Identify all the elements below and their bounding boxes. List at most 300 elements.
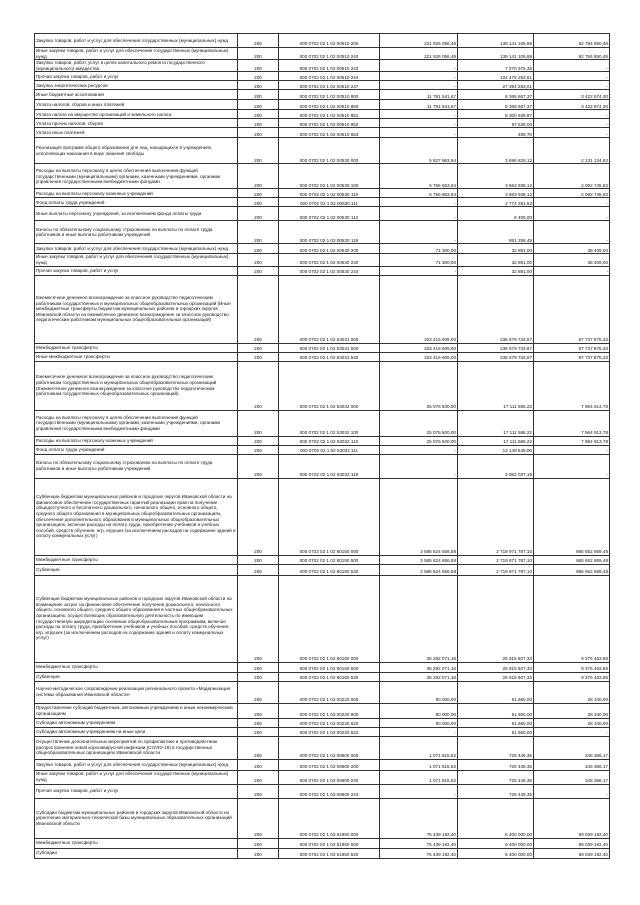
row-kbk-cell: 000 0702 02 1 03 08600 244 [279,784,380,798]
row-name-cell: Уплата налогов, сборов и иных платежей [35,100,238,110]
row-executed-cell: 32 891,00 [458,254,534,266]
row-code-cell: 200 [238,48,279,60]
row-executed-cell: 25 915 607,33 [458,575,534,662]
row-code-cell: 200 [238,703,279,718]
row-kbk-cell: 000 0702 02 1 02 53032 111 [279,445,380,454]
row-executed-cell: 499,70 [458,128,534,138]
row-executed-cell: 17 111 586,22 [458,361,534,410]
row-executed-cell: 51 660,00 [458,727,534,736]
table-row [35,352,610,361]
row-unexecuted-cell: - [534,784,610,798]
row-unexecuted-cell: - [534,445,610,454]
row-name-cell: Субвенции бюджетам муниципальных районов и городских округов Ивановской области на финансовое обеспечение государственных гарантий реализации прав на получение общедоступного и бесплатного дошкольного, начального общего, основного общего, среднего общего образования в муниципальных общеобразовательных организациях, обеспечение дополнительного образования в муниципальных общеобразовательных организациях, включая расходы на оплату труда, приобретение учебников и учебных пособий, средств обучения, игр, игрушек (за исключением расходов на содержание зданий и оплату коммунальных услуг) [35,478,238,555]
row-unexecuted-cell: 7 964 913,78 [534,361,610,410]
row-kbk-cell: 000 0702 02 1 02 00530 100 [279,164,380,189]
row-unexecuted-cell: 865 652 869,48 [534,564,610,575]
table-row [35,727,610,736]
row-approved-cell: 75 439 192,40 [380,798,458,838]
row-approved-cell: 1 071 815,52 [380,770,458,784]
row-unexecuted-cell: 7 964 913,78 [534,436,610,445]
row-executed-cell: 725 449,35 [458,736,534,759]
row-executed-cell: 235 679 733,67 [458,275,534,343]
row-approved-cell: 3 585 624 656,58 [380,564,458,575]
row-approved-cell: 5 756 663,94 [380,164,458,189]
table-row [35,770,610,784]
row-approved-cell: - [380,60,458,72]
row-approved-cell: 323 416 609,00 [380,275,458,343]
table-row [35,454,610,478]
row-unexecuted-cell: 87 737 875,33 [534,343,610,352]
table-row [35,138,610,164]
row-code-cell: 200 [238,770,279,784]
row-approved-cell: - [380,266,458,275]
row-name-cell: Субсидии бюджетам муниципальных районов и городских округов Ивановской области на укрепление материально-технической базы муниципальных образовательных организаций Ивановской области [35,798,238,838]
table-row [35,119,610,128]
row-name-cell: Межбюджетные трансферты [35,555,238,564]
row-code-cell: 200 [238,454,279,478]
row-code-cell: 200 [238,207,279,221]
row-name-cell: Научно-методическое сопровождение реализации регионального проекта «Модернизация системы образования Ивановской области» [35,681,238,703]
row-unexecuted-cell: 28 340,00 [534,703,610,718]
budget-execution-table [34,33,610,859]
table-row [35,100,610,110]
row-code-cell: 200 [238,798,279,838]
row-code-cell: 200 [238,436,279,445]
row-code-cell: 200 [238,100,279,110]
row-executed-cell: 8 300 639,87 [458,110,534,119]
row-kbk-cell: 000 0702 02 1 03 00220 622 [279,727,380,736]
row-kbk-cell: 000 0702 02 1 02 00530 200 [279,244,380,254]
row-name-cell: Закупка энергетических ресурсов [35,81,238,90]
row-name-cell: Ежемесячное денежное вознаграждение за классное руководство педагогическим работникам государственных и муниципальных общеобразовательных организаций (Ежемесячное денежное вознаграждение за классное руководство педагогическим работникам государственных общеобразовательных организаций) [35,361,238,410]
row-name-cell: Расходы на выплаты персоналу в целях обеспечения выполнения функций государственными (муниципальными) органами, казенными учреждениями, органами управления государственными внебюджетными фондами [35,164,238,189]
table-row [35,478,610,555]
row-code-cell: 200 [238,848,279,858]
row-kbk-cell: 000 0702 02 1 02 80160 530 [279,672,380,681]
row-executed-cell: 32 891,00 [458,266,534,275]
row-approved-cell: - [380,221,458,244]
row-name-cell: Прочая закупка товаров, работ и услуг [35,72,238,81]
row-code-cell: 200 [238,189,279,198]
row-approved-cell: - [380,198,458,207]
table-row [35,275,610,343]
table-row [35,266,610,275]
row-name-cell: Иные закупки товаров, работ и услуг для обеспечения государственных (муниципальных) нужд [35,48,238,60]
row-kbk-cell: 000 0702 02 1 03 81950 520 [279,848,380,858]
row-kbk-cell: 000 0702 02 1 02 00510 850 [279,100,380,110]
row-executed-cell: 8 368 667,37 [458,100,534,110]
row-approved-cell: - [380,81,458,90]
row-unexecuted-cell: 9 376 463,85 [534,672,610,681]
row-name-cell: Уплата прочих налогов, сборов [35,119,238,128]
row-executed-cell: 3 663 938,12 [458,164,534,189]
row-unexecuted-cell: 69 039 192,40 [534,798,610,838]
row-name-cell: Иные межбюджетные трансферты [35,352,238,361]
row-name-cell: Субвенции бюджетам муниципальных районов и городских округов Ивановской области на возмещение затрат на финансовое обеспечение получения дошкольного, начального общего, основного общего, среднего общего образования в частных общеобразовательных организациях, осуществляющих образовательную деятельность по имеющим государственную аккредитацию основным общеобразовательным программам, включая расходы на оплату труда, приобретение учебников и учебных пособий, средств обучения, игр, игрушек (за исключением расходов на содержание зданий и оплату коммунальных услуг) [35,575,238,662]
row-code-cell: 200 [238,662,279,672]
row-name-cell: Расходы на выплаты персоналу казенных учреждений [35,189,238,198]
row-executed-cell: 139 141 105,98 [458,48,534,60]
row-approved-cell: 221 926 056,46 [380,34,458,48]
row-approved-cell: 1 071 815,52 [380,759,458,770]
table-row [35,34,610,48]
table-row [35,564,610,575]
row-name-cell: Закупка товаров, работ и услуг для обеспечения государственных (муниципальных) нужд [35,244,238,254]
row-code-cell: 200 [238,759,279,770]
row-kbk-cell: 000 0702 02 1 02 53032 119 [279,454,380,478]
row-kbk-cell: 000 0702 02 1 02 80160 500 [279,662,380,672]
row-executed-cell: 8 400,00 [458,207,534,221]
row-unexecuted-cell: 38 409,00 [534,244,610,254]
row-code-cell: 200 [238,838,279,848]
row-code-cell: 200 [238,445,279,454]
row-kbk-cell: 000 0702 02 1 02 53031 500 [279,343,380,352]
row-name-cell: Уплата налога на имущество организаций и земельного налога [35,110,238,119]
row-code-cell: 200 [238,564,279,575]
row-kbk-cell: 000 0702 02 1 03 81950 000 [279,798,380,838]
table-row [35,343,610,352]
row-unexecuted-cell: - [534,81,610,90]
row-executed-cell: 51 660,00 [458,718,534,727]
row-kbk-cell: 000 0702 02 1 02 00510 852 [279,119,380,128]
row-kbk-cell: 000 0702 02 1 02 00510 240 [279,48,380,60]
table-row [35,189,610,198]
row-unexecuted-cell: - [534,454,610,478]
row-approved-cell: 3 585 624 656,58 [380,478,458,555]
row-kbk-cell: 000 0702 02 1 02 80150 500 [279,555,380,564]
row-executed-cell: 7 270 376,36 [458,60,534,72]
table-row [35,784,610,798]
row-code-cell: 200 [238,266,279,275]
row-unexecuted-cell: 28 340,00 [534,681,610,703]
row-name-cell: Закупка товаров, работ и услуг для обеспечения государственных (муниципальных) нужд [35,34,238,48]
table-row [35,198,610,207]
row-code-cell: 200 [238,198,279,207]
row-kbk-cell: 000 0702 02 1 02 53032 100 [279,410,380,436]
row-kbk-cell: 000 0702 02 1 02 53031 000 [279,275,380,343]
row-unexecuted-cell: - [534,60,610,72]
row-unexecuted-cell: - [534,727,610,736]
row-unexecuted-cell: - [534,221,610,244]
row-executed-cell: 104 478 252,61 [458,72,534,81]
row-executed-cell: 725 449,35 [458,784,534,798]
row-kbk-cell: 000 0702 02 1 02 00530 111 [279,198,380,207]
row-name-cell: Иные бюджетные ассигнования [35,90,238,100]
row-name-cell: Фонд оплаты труда учреждений [35,198,238,207]
table-row [35,681,610,703]
table-row [35,672,610,681]
row-approved-cell: 11 791 541,67 [380,100,458,110]
row-code-cell: 200 [238,138,279,164]
row-executed-cell: 6 400 000,00 [458,798,534,838]
row-name-cell: Прочая закупка товаров, работ и услуг [35,784,238,798]
row-approved-cell: 3 585 624 656,58 [380,555,458,564]
row-executed-cell: 725 449,35 [458,759,534,770]
table-row [35,254,610,266]
table-row [35,410,610,436]
row-code-cell: 200 [238,110,279,119]
row-code-cell: 200 [238,244,279,254]
row-name-cell: Иные закупки товаров, работ и услуг для обеспечения государственных (муниципальных) нужд [35,254,238,266]
table-row [35,128,610,138]
table-row [35,759,610,770]
row-executed-cell: 139 141 105,98 [458,34,534,48]
row-executed-cell: 235 679 733,67 [458,343,534,352]
row-code-cell: 200 [238,478,279,555]
row-kbk-cell: 000 0702 02 1 02 53032 110 [279,436,380,445]
table-row [35,575,610,662]
row-executed-cell: 17 111 586,22 [458,410,534,436]
row-approved-cell: - [380,110,458,119]
row-approved-cell: 221 926 056,46 [380,48,458,60]
row-name-cell: Взносы по обязательному социальному страхованию на выплаты по оплате труда работников и иные выплаты работникам учреждений [35,221,238,244]
row-kbk-cell: 000 0702 02 1 02 00530 112 [279,207,380,221]
row-approved-cell: - [380,207,458,221]
row-executed-cell: 2 774 281,63 [458,198,534,207]
row-kbk-cell: 000 0702 02 1 02 00530 000 [279,138,380,164]
row-approved-cell: - [380,445,458,454]
row-name-cell: Уплата иных платежей [35,128,238,138]
row-code-cell: 200 [238,410,279,436]
row-unexecuted-cell: 7 964 913,78 [534,410,610,436]
row-unexecuted-cell: 82 784 950,48 [534,34,610,48]
table-row [35,736,610,759]
table-row [35,72,610,81]
row-unexecuted-cell: - [534,119,610,128]
row-approved-cell: 11 791 541,67 [380,90,458,100]
table-row [35,60,610,72]
row-executed-cell: 3 696 829,12 [458,138,534,164]
row-name-cell: Прочая закупка товаров, работ и услуг [35,266,238,275]
row-unexecuted-cell: 865 652 869,48 [534,555,610,564]
row-kbk-cell: 000 0702 02 1 03 00220 600 [279,703,380,718]
table-row [35,718,610,727]
row-unexecuted-cell: 28 340,00 [534,718,610,727]
row-kbk-cell: 000 0702 02 1 03 08600 000 [279,736,380,759]
table-row [35,221,610,244]
row-approved-cell: 35 292 071,18 [380,672,458,681]
row-name-cell: Иные выплаты персоналу учреждений, за исключением фонда оплаты труда [35,207,238,221]
table-row [35,436,610,445]
row-approved-cell: 25 076 500,00 [380,436,458,445]
row-executed-cell: 13 149 549,06 [458,445,534,454]
table-row [35,555,610,564]
row-kbk-cell: 000 0702 02 1 02 00530 119 [279,221,380,244]
row-name-cell: Ежемесячное денежное вознаграждение за классное руководство педагогическим работникам государственных и муниципальных общеобразовательных организаций (Иные межбюджетные трансферты бюджетам муниципальных районов и городских округов Ивановской области на ежемесячное денежное вознаграждение за классное руководство педагогическим работникам муниципальных общеобразовательных организаций) [35,275,238,343]
row-unexecuted-cell: 3 422 874,30 [534,90,610,100]
row-kbk-cell: 000 0702 02 1 02 00530 244 [279,266,380,275]
row-approved-cell: 323 416 609,00 [380,352,458,361]
row-code-cell: 200 [238,784,279,798]
row-approved-cell: - [380,128,458,138]
row-executed-cell: 2 719 971 787,10 [458,478,534,555]
row-kbk-cell: 000 0702 02 1 02 00510 800 [279,90,380,100]
row-unexecuted-cell: - [534,207,610,221]
row-unexecuted-cell: 2 092 745,82 [534,164,610,189]
table-row [35,838,610,848]
row-unexecuted-cell: 38 409,00 [534,254,610,266]
row-name-cell: Расходы на выплаты персоналу казенных учреждений [35,436,238,445]
row-kbk-cell: 000 0702 02 1 02 80150 000 [279,478,380,555]
row-kbk-cell: 000 0702 02 1 02 00530 240 [279,254,380,266]
row-name-cell: Иные закупки товаров, работ и услуг для обеспечения государственных (муниципальных) нужд [35,770,238,784]
row-kbk-cell: 000 0702 02 1 02 53031 540 [279,352,380,361]
row-unexecuted-cell: 2 131 134,82 [534,138,610,164]
table-row [35,244,610,254]
row-approved-cell: 25 076 500,00 [380,410,458,436]
table-row [35,361,610,410]
row-code-cell: 200 [238,221,279,244]
row-unexecuted-cell: 2 092 745,82 [534,189,610,198]
row-kbk-cell: 000 0702 02 1 02 00510 853 [279,128,380,138]
row-kbk-cell: 000 0702 02 1 03 08600 200 [279,759,380,770]
row-unexecuted-cell: - [534,266,610,275]
row-code-cell: 200 [238,361,279,410]
row-approved-cell: 5 827 963,94 [380,138,458,164]
table-row [35,798,610,838]
row-approved-cell: - [380,72,458,81]
row-unexecuted-cell: - [534,128,610,138]
row-unexecuted-cell: 346 366,17 [534,759,610,770]
row-executed-cell: 3 962 037,16 [458,454,534,478]
row-approved-cell: - [380,784,458,798]
table-row [35,445,610,454]
table-row [35,81,610,90]
row-code-cell: 200 [238,718,279,727]
row-executed-cell: 51 660,00 [458,681,534,703]
row-executed-cell: 8 368 667,37 [458,90,534,100]
row-kbk-cell: 000 0702 02 1 02 00510 243 [279,60,380,72]
row-unexecuted-cell: 87 737 875,33 [534,275,610,343]
row-approved-cell: 71 300,00 [380,244,458,254]
row-kbk-cell: 000 0702 02 1 02 00510 200 [279,34,380,48]
row-kbk-cell: 000 0702 02 1 02 80160 000 [279,575,380,662]
row-executed-cell: 2 719 971 787,10 [458,564,534,575]
row-executed-cell: 6 400 000,00 [458,838,534,848]
row-approved-cell: - [380,727,458,736]
row-kbk-cell: 000 0702 02 1 02 00510 247 [279,81,380,90]
row-code-cell: 200 [238,681,279,703]
row-code-cell: 200 [238,352,279,361]
row-unexecuted-cell: 69 039 192,40 [534,848,610,858]
table-row [35,207,610,221]
row-executed-cell: 3 663 938,12 [458,189,534,198]
row-name-cell: Межбюджетные трансферты [35,343,238,352]
table-row [35,703,610,718]
row-code-cell: 200 [238,575,279,662]
row-kbk-cell: 000 0702 02 1 03 00220 620 [279,718,380,727]
row-executed-cell: 6 400 000,00 [458,848,534,858]
row-unexecuted-cell: 865 652 869,48 [534,478,610,555]
row-name-cell: Закупка товаров, работ, услуг в целях капитального ремонта государственного (муниципального) имущества [35,60,238,72]
row-executed-cell: 2 719 971 787,10 [458,555,534,564]
row-approved-cell: 1 071 815,52 [380,736,458,759]
row-name-cell: Закупка товаров, работ и услуг для обеспечения государственных (муниципальных) нужд [35,759,238,770]
row-code-cell: 200 [238,736,279,759]
row-code-cell: 200 [238,672,279,681]
table-row [35,662,610,672]
row-code-cell: 200 [238,555,279,564]
row-unexecuted-cell: - [534,198,610,207]
row-code-cell: 200 [238,128,279,138]
row-name-cell: Фонд оплаты труда учреждений [35,445,238,454]
row-name-cell: Субсидии [35,848,238,858]
row-approved-cell: 25 076 500,00 [380,361,458,410]
row-approved-cell: 35 292 071,18 [380,575,458,662]
row-code-cell: 200 [238,343,279,352]
row-unexecuted-cell: 346 366,17 [534,736,610,759]
row-code-cell: 200 [238,275,279,343]
row-unexecuted-cell: 82 784 950,48 [534,48,610,60]
row-approved-cell: 323 416 609,00 [380,343,458,352]
row-name-cell: Реализация программ общего образования для лиц, находящихся в учреждениях, исполняющих наказания в виде лишения свободы [35,138,238,164]
row-executed-cell: 235 679 733,67 [458,352,534,361]
row-name-cell: Субсидии автономным учреждениям [35,718,238,727]
row-unexecuted-cell: 87 737 875,33 [534,352,610,361]
row-name-cell: Расходы на выплаты персоналу в целях обеспечения выполнения функций государственными (муниципальными) органами, казенными учреждениями, органами управления государственными внебюджетными фондами [35,410,238,436]
row-approved-cell: 5 756 663,94 [380,189,458,198]
row-kbk-cell: 000 0702 02 1 02 00510 244 [279,72,380,81]
row-name-cell: Субсидии автономным учреждениям на иные цели [35,727,238,736]
row-code-cell: 200 [238,34,279,48]
row-name-cell: Субвенции [35,564,238,575]
row-kbk-cell: 000 0702 02 1 02 00530 110 [279,189,380,198]
row-executed-cell: 25 915 607,33 [458,662,534,672]
row-name-cell: Межбюджетные трансферты [35,662,238,672]
row-code-cell: 200 [238,254,279,266]
row-unexecuted-cell: - [534,72,610,81]
table-row [35,110,610,119]
row-executed-cell: 27 394 283,01 [458,81,534,90]
row-unexecuted-cell: 346 366,17 [534,770,610,784]
row-approved-cell: 71 300,00 [380,254,458,266]
row-kbk-cell: 000 0702 02 1 03 81950 500 [279,838,380,848]
table-row [35,48,610,60]
row-name-cell: Субвенции [35,672,238,681]
row-unexecuted-cell: 3 422 874,30 [534,100,610,110]
row-executed-cell: 17 111 586,22 [458,436,534,445]
row-code-cell: 200 [238,119,279,128]
row-approved-cell: 75 439 192,40 [380,848,458,858]
row-executed-cell: 32 891,00 [458,244,534,254]
row-approved-cell: 75 439 192,40 [380,838,458,848]
row-kbk-cell: 000 0702 02 1 02 80150 530 [279,564,380,575]
row-unexecuted-cell: 69 039 192,40 [534,838,610,848]
table-body [35,34,610,859]
row-executed-cell: 881 256,49 [458,221,534,244]
row-code-cell: 200 [238,60,279,72]
row-name-cell: Взносы по обязательному социальному страхованию на выплаты по оплате труда работников и иные выплаты работникам учреждений [35,454,238,478]
row-unexecuted-cell: - [534,110,610,119]
row-kbk-cell: 000 0702 02 1 03 00220 000 [279,681,380,703]
row-name-cell: Осуществление дополнительных мероприятий по профилактике и противодействию распространения новой коронавирусной инфекции (COVID-19) в государственных общеобразовательных организациях Ивановской области [35,736,238,759]
row-kbk-cell: 000 0702 02 1 02 53032 000 [279,361,380,410]
row-executed-cell: 25 915 607,33 [458,672,534,681]
table-row [35,164,610,189]
row-unexecuted-cell: 9 376 463,85 [534,575,610,662]
table-row [35,90,610,100]
row-code-cell: 200 [238,727,279,736]
row-code-cell: 200 [238,72,279,81]
row-kbk-cell: 000 0702 02 1 02 00510 851 [279,110,380,119]
row-code-cell: 200 [238,164,279,189]
row-name-cell: Межбюджетные трансферты [35,838,238,848]
row-approved-cell: 80 000,00 [380,681,458,703]
row-code-cell: 200 [238,81,279,90]
row-code-cell: 200 [238,90,279,100]
table-row [35,848,610,858]
row-name-cell: Предоставление субсидий бюджетным, автономным учреждениям и иным некоммерческим организациям [35,703,238,718]
